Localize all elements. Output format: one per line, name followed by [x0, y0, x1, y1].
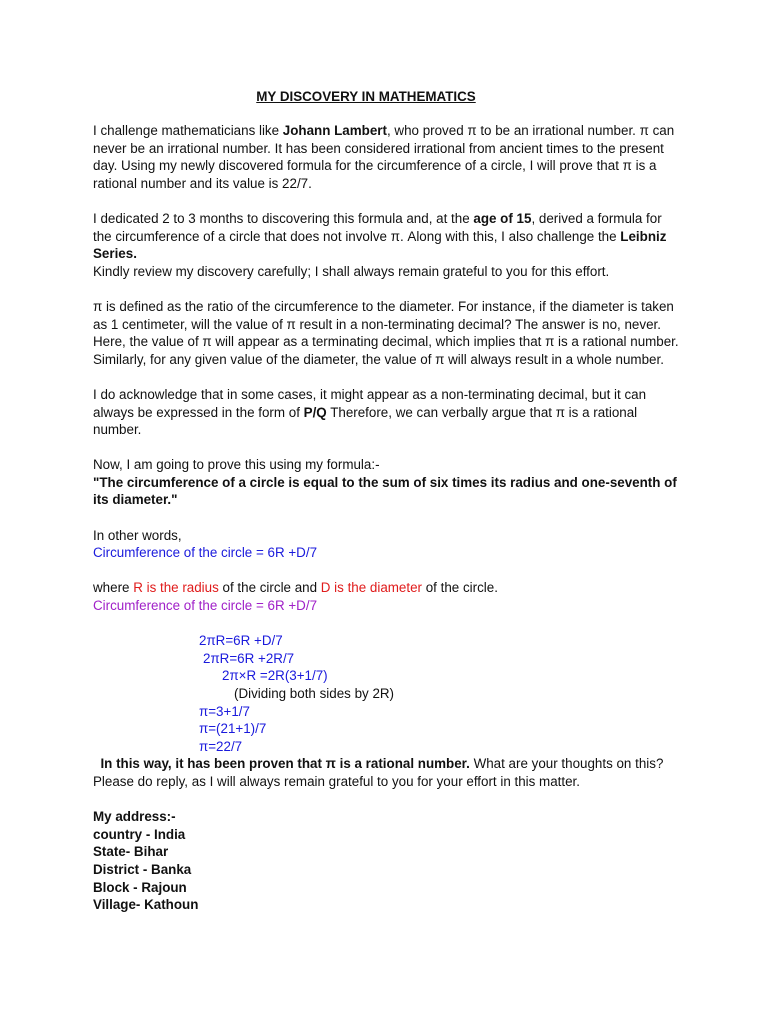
derivation-step: 2π×R =2R(3+1/7) [222, 668, 328, 684]
address-state [93, 843, 683, 861]
address-block [93, 808, 683, 914]
paragraph-acknowledge [93, 386, 683, 439]
paragraph-conclusion [93, 755, 683, 790]
paragraph-review-request: Kindly review my discovery carefully; I shall always remain grateful to you for this effort. [93, 263, 610, 279]
document-body [93, 122, 683, 914]
formula-line-alt: Circumference of the circle = 6R +D/7 [93, 598, 318, 614]
spacer [93, 439, 683, 457]
spacer [93, 562, 683, 580]
text-run: Therefore, we can verbally argue that π is a rational number. [93, 404, 638, 438]
text-run: I dedicated 2 to 3 months to discovering this formula and, at the [93, 210, 474, 226]
spacer [93, 509, 683, 527]
text-run: I do acknowledge that in some cases, it might appear as a non-terminating decimal, but it can always be expressed in the form of [93, 386, 647, 420]
bold-series: Leibniz Series. [93, 228, 667, 262]
spacer [93, 615, 683, 633]
text-run: Block - Rajoun [93, 879, 187, 895]
address-district [93, 861, 683, 879]
address-country [93, 826, 683, 844]
bold-name: Johann Lambert [282, 123, 387, 138]
address-village [93, 896, 683, 914]
bold-conclusion: In this way, it has been proven that π is a rational number. [93, 756, 470, 772]
spacer [93, 791, 683, 809]
text-run: Village- Kathoun [93, 897, 199, 913]
derivation-step: 2πR=6R +D/7 [199, 633, 283, 649]
spacer [93, 280, 683, 298]
derivation-step: 2πR=6R +2R/7 [203, 650, 295, 666]
text-run: I challenge mathematicians like [93, 123, 283, 138]
text-run: What are your thoughts on this? Please do reply, as I will always remain grateful to you for your effort in this matter. [93, 756, 668, 789]
text-run: where [93, 580, 134, 596]
radius-definition: R is the radius [133, 580, 219, 596]
derivation-step: π=(21+1)/7 [199, 721, 267, 737]
formula-line: Circumference of the circle = 6R +D/7 [93, 545, 318, 561]
diameter-definition: D is the diameter [320, 580, 422, 596]
bold-age: age of 15 [473, 210, 532, 226]
paragraph-dedication [93, 210, 683, 263]
address-block-line [93, 879, 683, 897]
bold-quote: "The circumference of a circle is equal to the sum of six times its radius and one-seventh of its diameter." [93, 474, 677, 508]
text-run: State- Bihar [93, 844, 169, 860]
text-run: of the circle and [218, 580, 321, 596]
text-run: of the circle. [422, 580, 498, 596]
derivation-step: π=3+1/7 [199, 703, 250, 719]
bold-pq: P/Q [303, 404, 327, 420]
derivation-result: π=22/7 [199, 738, 243, 754]
paragraph-definitions [93, 579, 683, 597]
paragraph-proof-intro: Now, I am going to prove this using my formula:- [93, 457, 380, 473]
paragraph-challenge [93, 122, 683, 192]
text-run: District - Banka [93, 861, 192, 877]
text-run: country - India [93, 826, 186, 842]
document-title: MY DISCOVERY IN MATHEMATICS [256, 89, 476, 104]
text-run: My address:- [93, 809, 176, 825]
formula-statement [93, 474, 683, 509]
address-heading [93, 808, 683, 826]
spacer [93, 368, 683, 386]
paragraph-definition: π is defined as the ratio of the circumference to the diameter. For instance, if the diameter is taken as 1 centimeter, will the value of π result in a non-terminating decimal? The answer is no, never. Here, the value of π will appear as a terminating decimal, which implies that π is a rational number. Similarly, for any given value of the diameter, the value of π will always result in a whole number. [93, 298, 679, 367]
text-run: , derived a formula for the circumference of a circle that does not involve π. Along with this, I also challenge the [93, 210, 662, 244]
derivation-note: (Dividing both sides by 2R) [234, 686, 395, 701]
derivation-block [93, 632, 683, 755]
paragraph-other-words: In other words, [93, 527, 182, 543]
text-run: , who proved π to be an irrational number. π can never be an irrational number. It has been considered irrational from ancient times to the present day. Using my newly discovered formula for the circumference of a circle, I will prove that π is a rational number and its value is 22/7. [93, 123, 675, 191]
spacer [93, 192, 683, 210]
